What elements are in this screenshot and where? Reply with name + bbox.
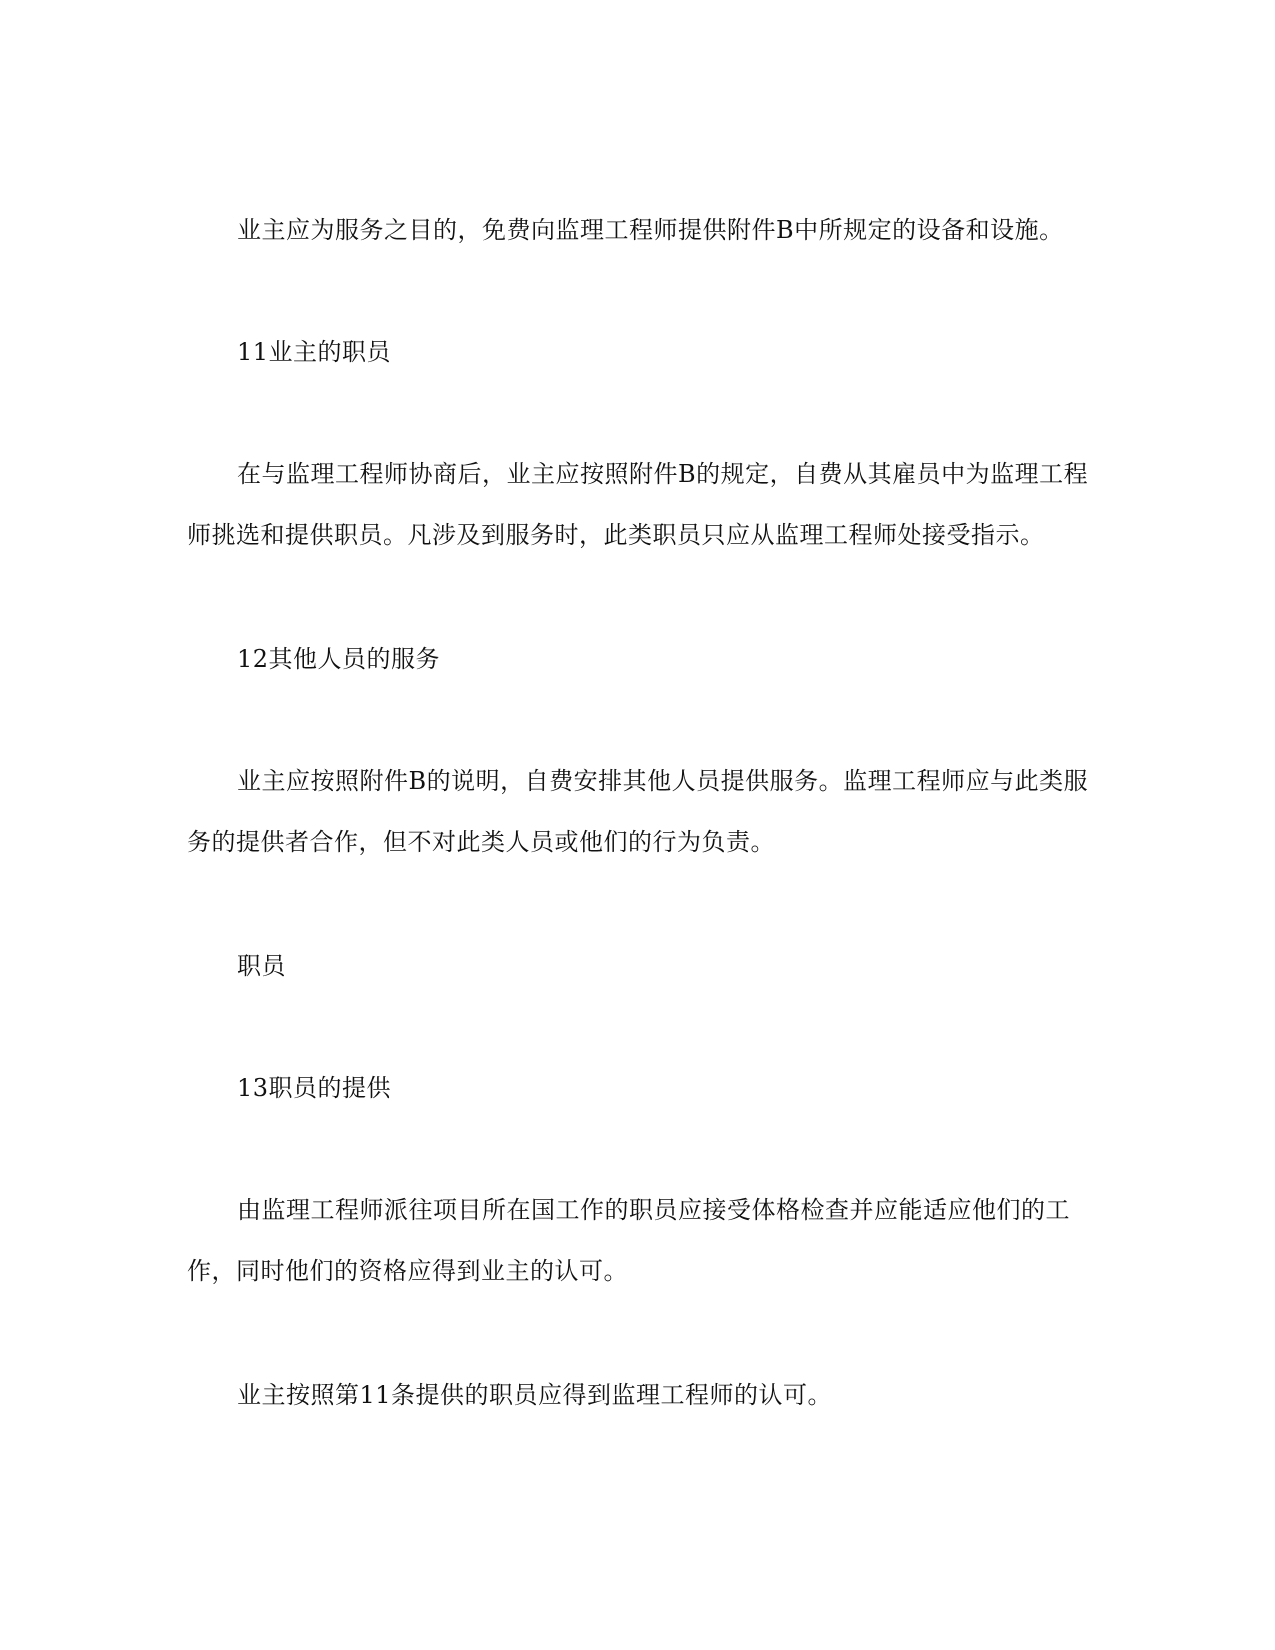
heading-11-employer-staff: 11业主的职员: [237, 338, 392, 366]
paragraph-other-services-line-1: 业主应按照附件B的说明，自费安排其他人员提供服务。监理工程师应与此类服: [237, 767, 1089, 795]
heading-12-other-services: 12其他人员的服务: [237, 645, 441, 673]
paragraph-provision-line-2: 作，同时他们的资格应得到业主的认可。: [187, 1257, 628, 1285]
paragraph-facilities: 业主应为服务之目的，免费向监理工程师提供附件B中所规定的设备和设施。: [237, 216, 1064, 244]
paragraph-other-services-line-2: 务的提供者合作，但不对此类人员或他们的行为负责。: [187, 828, 775, 856]
paragraph-staff-approval: 业主按照第11条提供的职员应得到监理工程师的认可。: [237, 1381, 833, 1409]
heading-13-provision-of-staff: 13职员的提供: [237, 1074, 392, 1102]
paragraph-employer-staff-line-2: 师挑选和提供职员。凡涉及到服务时，此类职员只应从监理工程师处接受指示。: [187, 521, 1045, 549]
paragraph-employer-staff-line-1: 在与监理工程师协商后，业主应按照附件B的规定，自费从其雇员中为监理工程: [237, 460, 1089, 488]
section-heading-staff: 职员: [237, 952, 286, 980]
paragraph-provision-line-1: 由监理工程师派往项目所在国工作的职员应接受体格检查并应能适应他们的工: [237, 1196, 1070, 1224]
